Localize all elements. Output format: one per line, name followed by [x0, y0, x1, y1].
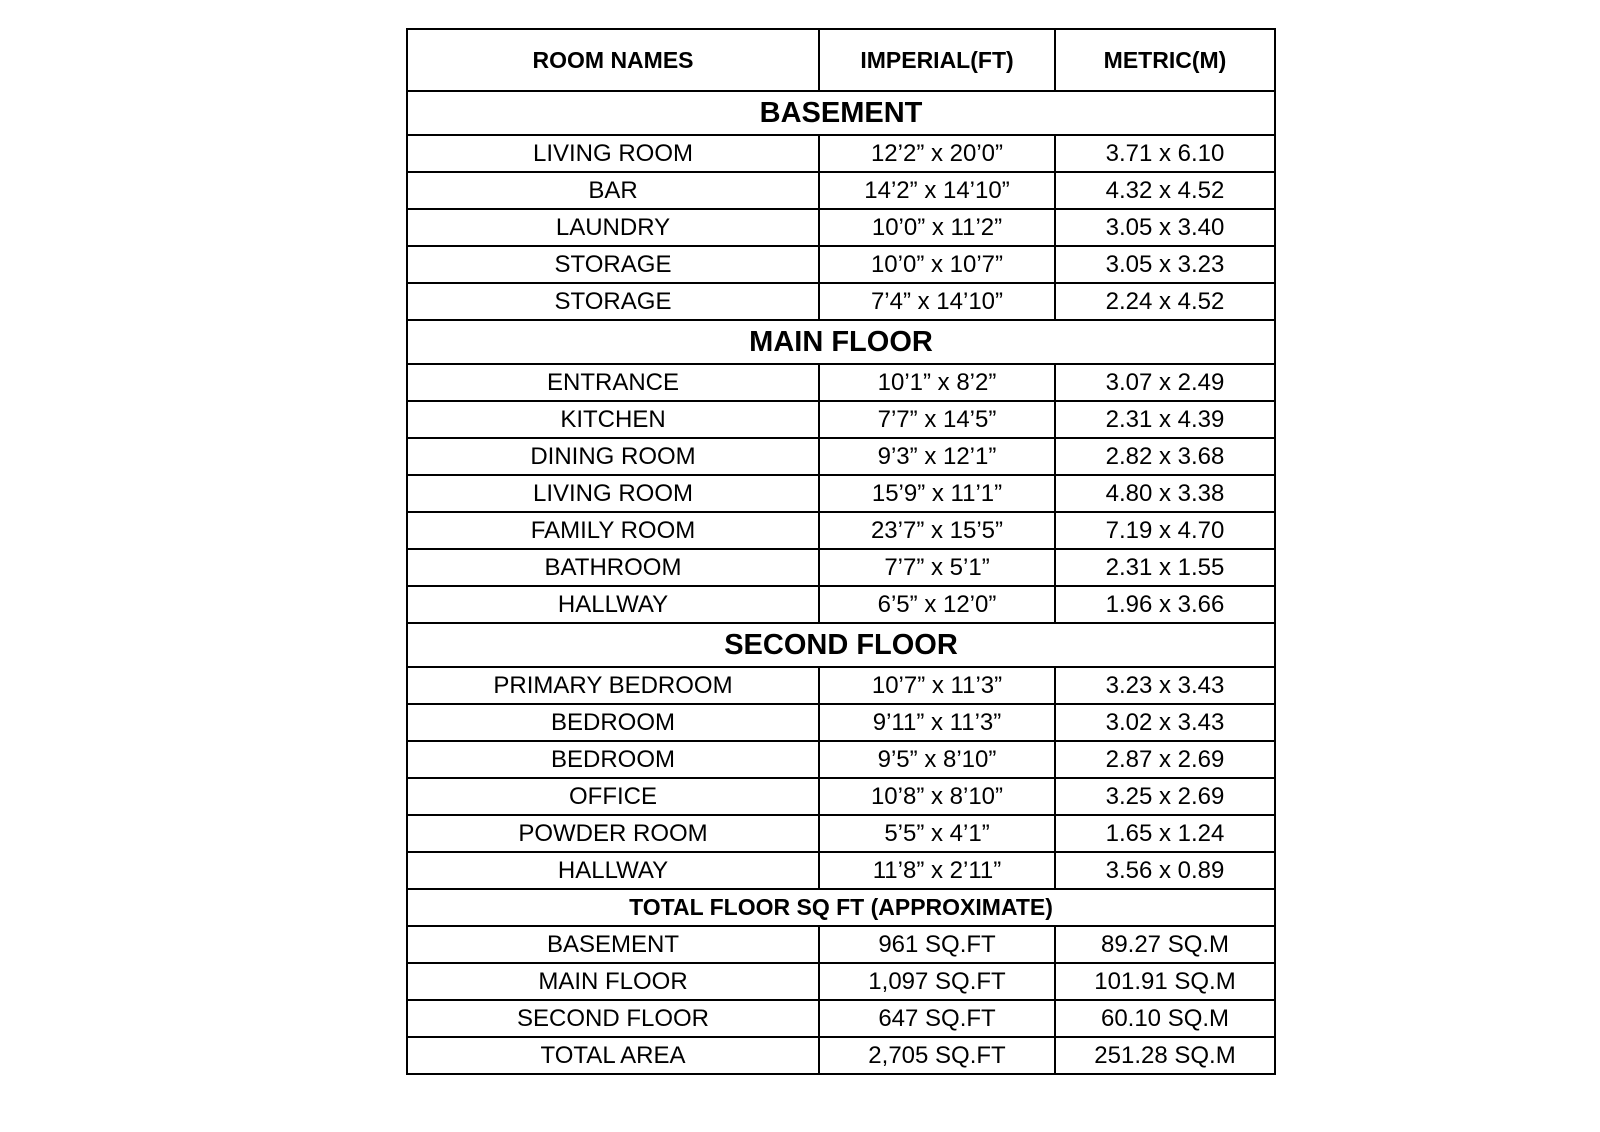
metric-cell: 3.07 x 2.49	[1055, 364, 1275, 401]
table-row	[407, 283, 1275, 320]
room-name-cell: TOTAL AREA	[407, 1037, 819, 1074]
table-row	[407, 364, 1275, 401]
table-row	[407, 512, 1275, 549]
metric-cell: 1.96 x 3.66	[1055, 586, 1275, 623]
imperial-cell: 961 SQ.FT	[819, 926, 1055, 963]
imperial-cell: 647 SQ.FT	[819, 1000, 1055, 1037]
table-row	[407, 209, 1275, 246]
totals-heading-row	[407, 889, 1275, 926]
section-second-floor-title: SECOND FLOOR	[407, 623, 1275, 667]
table-body	[407, 91, 1275, 1074]
imperial-cell: 7’4” x 14’10”	[819, 283, 1055, 320]
metric-cell: 251.28 SQ.M	[1055, 1037, 1275, 1074]
metric-cell: 3.25 x 2.69	[1055, 778, 1275, 815]
metric-cell: 60.10 SQ.M	[1055, 1000, 1275, 1037]
imperial-cell: 10’7” x 11’3”	[819, 667, 1055, 704]
room-dimensions-table	[406, 28, 1276, 1075]
table-row	[407, 246, 1275, 283]
imperial-cell: 7’7” x 5’1”	[819, 549, 1055, 586]
table-row	[407, 135, 1275, 172]
room-name-cell: KITCHEN	[407, 401, 819, 438]
imperial-cell: 10’0” x 11’2”	[819, 209, 1055, 246]
imperial-cell: 10’1” x 8’2”	[819, 364, 1055, 401]
imperial-cell: 9’11” x 11’3”	[819, 704, 1055, 741]
table-row	[407, 586, 1275, 623]
imperial-cell: 7’7” x 14’5”	[819, 401, 1055, 438]
room-name-cell: ENTRANCE	[407, 364, 819, 401]
table-row	[407, 549, 1275, 586]
header-imperial: IMPERIAL(FT)	[819, 29, 1055, 91]
metric-cell: 3.23 x 3.43	[1055, 667, 1275, 704]
imperial-cell: 23’7” x 15’5”	[819, 512, 1055, 549]
room-name-cell: HALLWAY	[407, 852, 819, 889]
totals-heading-title: TOTAL FLOOR SQ FT (APPROXIMATE)	[407, 889, 1275, 926]
metric-cell: 4.80 x 3.38	[1055, 475, 1275, 512]
imperial-cell: 11’8” x 2’11”	[819, 852, 1055, 889]
room-name-cell: BEDROOM	[407, 704, 819, 741]
section-second-floor-row	[407, 623, 1275, 667]
imperial-cell: 2,705 SQ.FT	[819, 1037, 1055, 1074]
imperial-cell: 9’5” x 8’10”	[819, 741, 1055, 778]
table-row	[407, 963, 1275, 1000]
imperial-cell: 6’5” x 12’0”	[819, 586, 1055, 623]
room-name-cell: STORAGE	[407, 283, 819, 320]
room-name-cell: STORAGE	[407, 246, 819, 283]
header-metric: METRIC(M)	[1055, 29, 1275, 91]
section-main-floor-title: MAIN FLOOR	[407, 320, 1275, 364]
metric-cell: 3.02 x 3.43	[1055, 704, 1275, 741]
room-name-cell: DINING ROOM	[407, 438, 819, 475]
metric-cell: 3.05 x 3.40	[1055, 209, 1275, 246]
imperial-cell: 14’2” x 14’10”	[819, 172, 1055, 209]
room-name-cell: FAMILY ROOM	[407, 512, 819, 549]
room-name-cell: HALLWAY	[407, 586, 819, 623]
table-header-row	[407, 29, 1275, 91]
table-row	[407, 667, 1275, 704]
room-name-cell: BASEMENT	[407, 926, 819, 963]
metric-cell: 2.24 x 4.52	[1055, 283, 1275, 320]
metric-cell: 7.19 x 4.70	[1055, 512, 1275, 549]
metric-cell: 4.32 x 4.52	[1055, 172, 1275, 209]
room-name-cell: OFFICE	[407, 778, 819, 815]
room-name-cell: LIVING ROOM	[407, 475, 819, 512]
room-name-cell: BAR	[407, 172, 819, 209]
imperial-cell: 5’5” x 4’1”	[819, 815, 1055, 852]
table-row	[407, 852, 1275, 889]
table-row	[407, 926, 1275, 963]
imperial-cell: 15’9” x 11’1”	[819, 475, 1055, 512]
table-row	[407, 1000, 1275, 1037]
header-room-names: ROOM NAMES	[407, 29, 819, 91]
room-name-cell: PRIMARY BEDROOM	[407, 667, 819, 704]
imperial-cell: 9’3” x 12’1”	[819, 438, 1055, 475]
metric-cell: 2.82 x 3.68	[1055, 438, 1275, 475]
section-basement-title: BASEMENT	[407, 91, 1275, 135]
table-row	[407, 778, 1275, 815]
metric-cell: 2.31 x 4.39	[1055, 401, 1275, 438]
table-row	[407, 438, 1275, 475]
room-name-cell: SECOND FLOOR	[407, 1000, 819, 1037]
imperial-cell: 10’0” x 10’7”	[819, 246, 1055, 283]
room-name-cell: MAIN FLOOR	[407, 963, 819, 1000]
metric-cell: 3.71 x 6.10	[1055, 135, 1275, 172]
imperial-cell: 1,097 SQ.FT	[819, 963, 1055, 1000]
room-name-cell: LAUNDRY	[407, 209, 819, 246]
metric-cell: 101.91 SQ.M	[1055, 963, 1275, 1000]
table-row	[407, 172, 1275, 209]
section-basement-row	[407, 91, 1275, 135]
table-row	[407, 704, 1275, 741]
metric-cell: 2.87 x 2.69	[1055, 741, 1275, 778]
metric-cell: 89.27 SQ.M	[1055, 926, 1275, 963]
metric-cell: 1.65 x 1.24	[1055, 815, 1275, 852]
room-name-cell: BEDROOM	[407, 741, 819, 778]
metric-cell: 2.31 x 1.55	[1055, 549, 1275, 586]
section-main-floor-row	[407, 320, 1275, 364]
room-name-cell: BATHROOM	[407, 549, 819, 586]
metric-cell: 3.05 x 3.23	[1055, 246, 1275, 283]
room-name-cell: LIVING ROOM	[407, 135, 819, 172]
metric-cell: 3.56 x 0.89	[1055, 852, 1275, 889]
table-row	[407, 401, 1275, 438]
room-name-cell: POWDER ROOM	[407, 815, 819, 852]
table-row	[407, 815, 1275, 852]
table-row	[407, 475, 1275, 512]
table-row	[407, 741, 1275, 778]
table-row	[407, 1037, 1275, 1074]
imperial-cell: 10’8” x 8’10”	[819, 778, 1055, 815]
imperial-cell: 12’2” x 20’0”	[819, 135, 1055, 172]
